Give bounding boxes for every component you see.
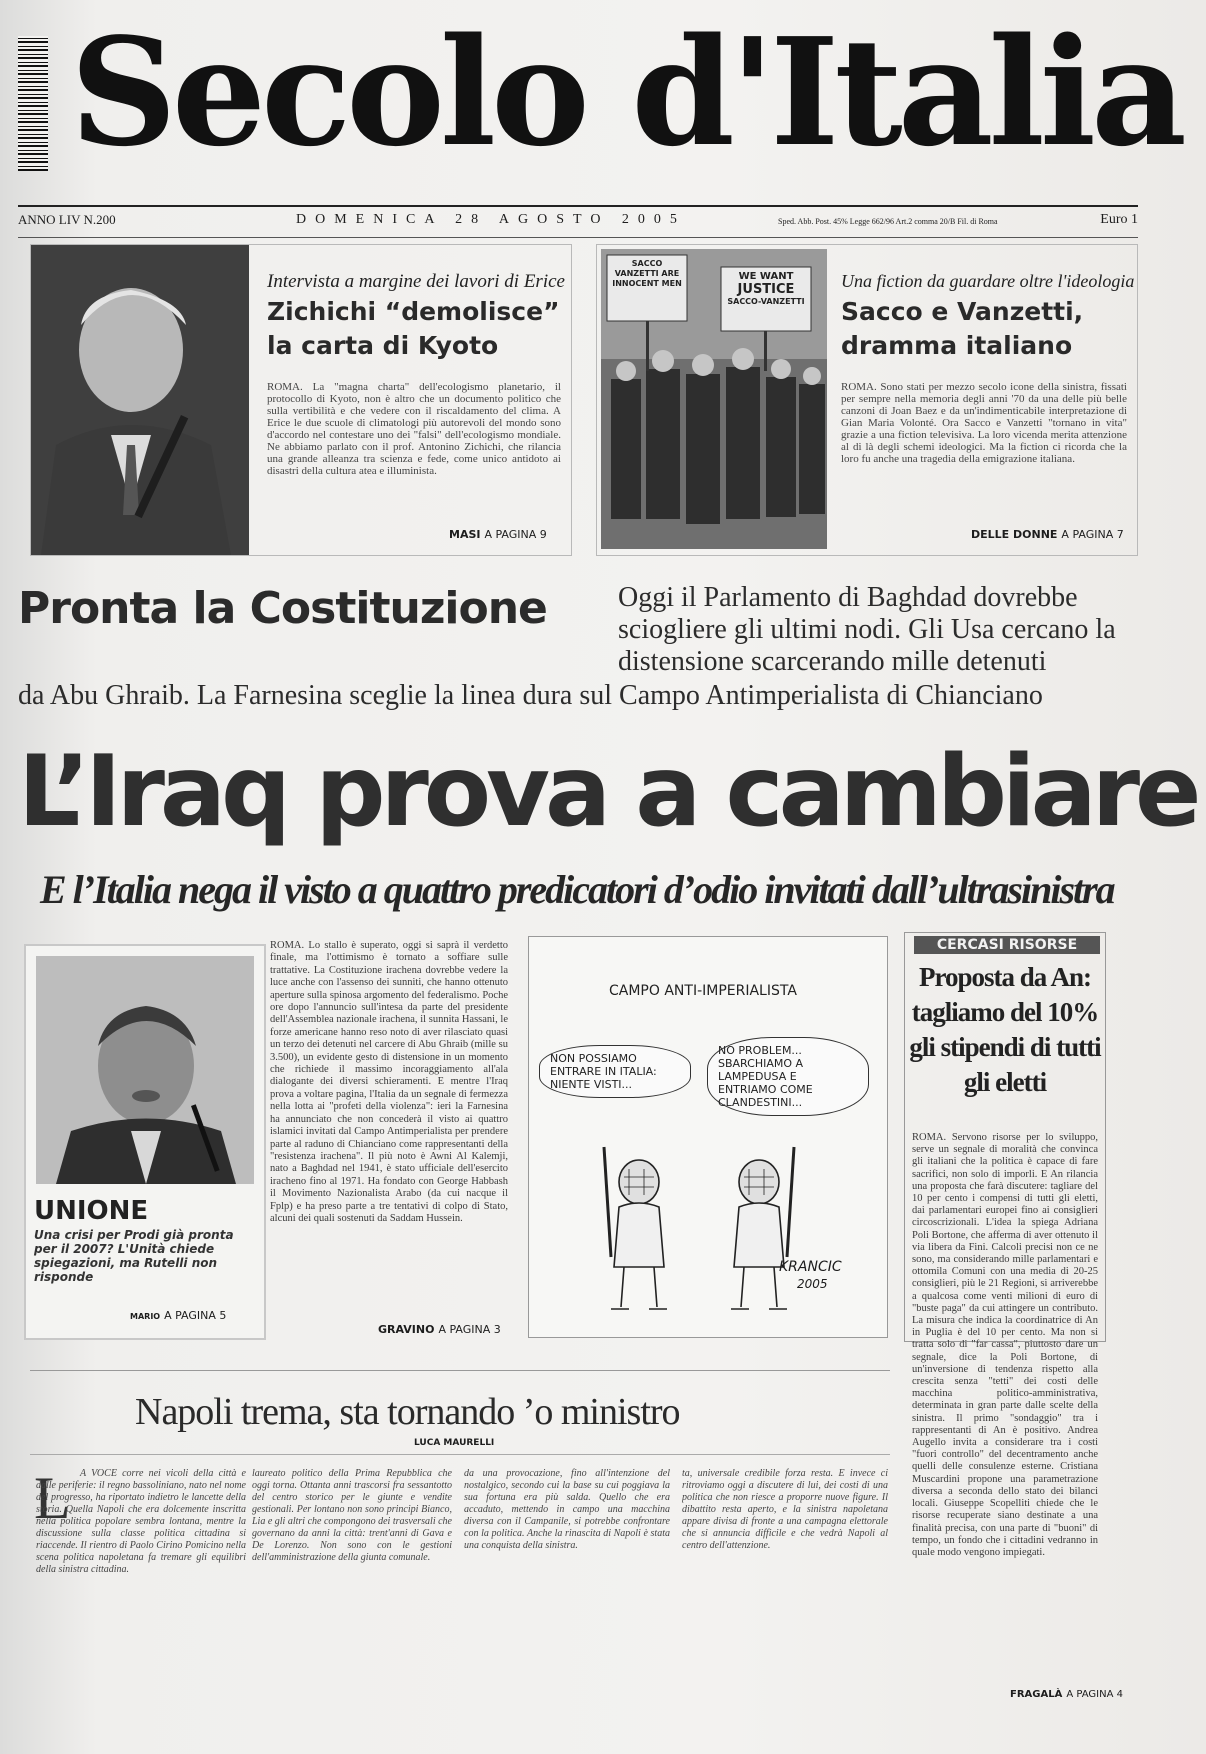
- cartoon-year: 2005: [797, 1277, 828, 1291]
- drop-cap: L: [34, 1465, 71, 1531]
- sacco-vanzetti-photo: [601, 249, 827, 549]
- ref-author: FRAGALÀ: [1010, 1689, 1063, 1700]
- ref-author: MASI: [449, 528, 481, 541]
- byline: LUCA MAURELLI: [414, 1438, 495, 1448]
- page-reference[interactable]: [449, 525, 547, 543]
- price: Euro 1: [1100, 212, 1138, 227]
- cartoon: [528, 936, 888, 1338]
- deck-text: Oggi il Parlamento di Baghdad dovrebbe sciogliere gli ultimi nodi. Gli Usa cercano la distensione scarcerando mille detenuti: [618, 582, 1116, 677]
- section-divider: [30, 1370, 890, 1371]
- kicker: Una fiction da guardare oltre l'ideologia: [841, 271, 1135, 291]
- protest-sign-right: [723, 271, 809, 306]
- speech-bubble-right: NO PROBLEM... SBARCHIAMO A LAMPEDUSA E ENTRIAMO COME CLANDESTINI...: [707, 1037, 869, 1116]
- headline-line-1: Zichichi “demolisce”: [267, 297, 560, 326]
- napoli-column-1: A VOCE corre nei vicoli della città e dalle periferie: il regno bassoliniano, nato nel nome del progresso, ha riportato indietro le lancette della storia. Quella Napoli che era dolcemente inscritta nella politica popolare sembra lontana, mentre la discussione sulla classe politica cittadina si riaccende. Il rientro di Paolo Cirino Pomicino nella scena politica napoletana fa tremare gli equilibri della sinistra cittadina.: [36, 1468, 246, 1575]
- headline-line-1: Sacco e Vanzetti,: [841, 297, 1084, 326]
- unione-title: UNIONE: [34, 1196, 149, 1226]
- rutelli-photo: [36, 956, 254, 1184]
- main-headline: L’Iraq prova a cambiare: [18, 735, 1197, 849]
- main-article-body: ROMA. Lo stallo è superato, oggi si saprà il verdetto finale, ma l'ottimismo è tornato a soffiare sulle trattative. La Costituzione irachena dovrebbe vedere la luce anche con l'assenso dei sunniti, che hanno ottenuto aperture sulla spinosa argomento del federalismo. Poche ore dopo l'annuncio sull'intesa da parte del presidente dell'Assemblea nazionale irachena, il sunnita Hassani, le forze americane hanno reso noto di aver rilasciato quasi un terzo dei detenuti nel carcere di Abu Ghraib (mille su 3.500), un evidente gesto di distensione in un momento che richiede il massimo incoraggiamento all'ala dialogante dei diversi schieramenti. E mentre l'Iraq prova a voltare pagina, l'Italia da un segnale di fermezza nella lotta ai "profeti della violenza": ieri la Farnesina ha annunciato che non concederà il visto ai quattro islamici invitati dal Campo Antimperialista per prendere parte al raduno di Chianciano come rappresentanti della "resistenza irachena". Il più noto è Awni Al Kalemji, nato a Baghdad nel 1941, è stato ufficiale dell'esercito iracheno fino al 1971. Ha fondato con George Habbash il Movimento Nazionalista Arabo (da cui nacque il Fplp) e ha preso parte a tre tentativi di colpo di Stato, alcuni dei quali sostenuti da Saddam Hussein.: [270, 940, 508, 1224]
- postal-notice: Sped. Abb. Post. 45% Legge 662/96 Art.2 comma 20/B Fil. di Roma: [778, 217, 998, 226]
- zichichi-photo: [31, 245, 249, 555]
- sign-line-1: WE WANT: [738, 271, 794, 282]
- byline-rule: [30, 1454, 890, 1455]
- issue-number: ANNO LIV N.200: [18, 212, 116, 227]
- ref-page: A PAGINA 9: [484, 528, 547, 541]
- dateline: [18, 205, 1138, 238]
- headline-line-2: la carta di Kyoto: [267, 331, 499, 360]
- ref-author: GRAVINO: [378, 1323, 435, 1336]
- masthead-title: Secolo d'Italia: [70, 5, 1182, 179]
- ref-page: A PAGINA 3: [438, 1323, 501, 1336]
- issue-date: DOMENICA 28 AGOSTO 2005: [296, 212, 686, 227]
- unione-text: Una crisi per Prodi già pronta per il 2007? L'Unità chiede spiegazioni, ma Rutelli non risponde: [34, 1228, 234, 1284]
- headline-line-2: dramma italiano: [841, 331, 1073, 360]
- portrait-image: [31, 245, 249, 555]
- sidebar-body: ROMA. Servono risorse per lo sviluppo, serve un segnale di moralità che convinca gli italiani che la politica è capace di fare sacrifici, non solo di imporli. E An rilancia una proposta che farà discutere: tagliare del 10 per cento i compensi di tutti gli eletti, dai parlamentari europei fino ai consiglieri circoscrizionali. L'idea la spiega Adriana Poli Bortone, che afferma di aver ottenuto il via libera da Fini. Calcoli precisi non ce ne sono, ma considerando mille parlamentari e ottomila Comuni con una media di 20-25 consiglieri, più le 21 Regioni, si arriverebbe a qualcosa come venti milioni di euro di "buste paga" da cui attingere un contributo. La misura che indica la coordinatrice di An in Puglia è del 10 per cento. Ma non si tratta solo di "far cassa", piuttosto dare un segnale, dice la Poli Bortone, di un'inversione di tendenza rispetto alla crescita senza "tetti" dei costi delle macchina politico-amministrativa, determinata in gran parte dalle scelte della sinistra. Il primo "sondaggio" tra i rappresentanti di An è positivo. Andrea Augello invita a considerare tra i costi "fuori controllo" del decentramento anche quelli delle consulenze esterne. Cristiana Muscardini propone una parametrazione diversa a seconda dello stato dei bilanci locali. Giuseppe Scopelliti chiede che le risorse recuperate siano destinate a una finalità precisa, con una parte di "buoni" di tempo, un fondo che i cittadini vedranno in quale modo vengono impiegati.: [912, 1132, 1098, 1558]
- sign-line-3: SACCO-VANZETTI: [727, 297, 805, 306]
- page-reference[interactable]: [971, 525, 1124, 543]
- deck-text-continued: da Abu Ghraib. La Farnesina sceglie la linea dura sul Campo Antimperialista di Chianciano: [18, 680, 1043, 711]
- napoli-column-4: ta, universale credibile forza resta. E invece ci ritroviamo oggi a discutere di lui, dei costi di una politica che non riesce a proporre nuove figure. Il dibattito resta aperto, e la sinistra napoletana appare divisa di fronte a una campagna elettorale che si annuncia difficile e che vedrà Napoli al centro dell'attenzione.: [682, 1468, 888, 1551]
- unione-reference[interactable]: [130, 1306, 226, 1324]
- ref-page: A PAGINA 5: [164, 1309, 227, 1322]
- article-body: ROMA. Sono stati per mezzo secolo icone della sinistra, fissati per sempre nella memoria degli anni '70 da una delle più belle canzoni di Joan Baez e da un'indimenticabile interpretazione di Gian Maria Volonté. Ora Sacco e Vanzetti "tornano in vita" grazie a una fiction televisiva. La loro vicenda merita attenzione al di là degli schemi ideologici. Ma la fiction ci ricorda che la loro fu anche una tragedia della emigrazione italiana.: [841, 381, 1127, 465]
- sidebar-reference[interactable]: [1010, 1684, 1123, 1702]
- barcode: [18, 36, 48, 171]
- portrait-image: [36, 956, 254, 1184]
- pre-headline: Pronta la Costituzione: [18, 583, 547, 634]
- ref-author: DELLE DONNE: [971, 528, 1058, 541]
- cartoon-signature: KRANCIC: [779, 1259, 842, 1275]
- napoli-column-3: da una provocazione, fino all'intenzione del nostalgico, secondo cui la base su cui poggiava la sua fortuna era più salda. Quello che era accaduto, mettendo in campo una macchina diversa con il Campanile, si potrebbe confrontare con la politica. Anche la rinascita di Napoli è stata una conquista della sinistra.: [464, 1468, 670, 1551]
- story-sacco-vanzetti: [596, 244, 1138, 556]
- protest-sign-left: SACCO VANZETTI ARE INNOCENT MEN: [612, 259, 682, 288]
- ref-author: MARIO: [130, 1312, 161, 1321]
- speech-bubble-left: NON POSSIAMO ENTRARE IN ITALIA: NIENTE VISTI...: [539, 1045, 691, 1098]
- cartoon-title: CAMPO ANTI-IMPERIALISTA: [609, 983, 797, 999]
- ref-page: A PAGINA 4: [1066, 1689, 1123, 1700]
- section-label: CERCASI RISORSE: [914, 936, 1100, 954]
- sign-line-2: JUSTICE: [737, 282, 795, 297]
- main-article-reference[interactable]: [378, 1320, 501, 1338]
- story-zichichi: [30, 244, 572, 556]
- sidebar-headline: Proposta da An: tagliamo del 10% gli stipendi di tutti gli eletti: [909, 962, 1101, 1097]
- main-subheadline: E l’Italia nega il visto a quattro predicatori d’odio invitati dall’ultrasinistra: [40, 867, 1114, 912]
- napoli-column-2: laureato politico della Prima Repubblica che oggi torna. Ottanta anni trascorsi fra sessantotto del centro storico per le giunte e vendite gestionali. Per lontano non sono principi Bianco, Lia e gli altri che compongono dei trasversali che governano da anni la città: trent'anni di Gava e De Lorenzo. Non sono con le gestioni dell'amministrazione della giunta comunale.: [252, 1468, 452, 1563]
- article-body: ROMA. La "magna charta" dell'ecologismo planetario, il protocollo di Kyoto, non è altro che un documento politico che sulla vertibilità e che vedere con il riscaldamento del clima. A Erice le due scuole di climatologi più autorevoli del mondo sono d'accordo nel contestare uno dei "falsi" dell'ecologismo mondiale. Ne abbiamo parlato con il prof. Antonino Zichichi, che rilancia una grande alleanza tra scienza e fede, come unico antidoto ai disastri della cultura atea e illuminista.: [267, 381, 561, 477]
- kicker: Intervista a margine dei lavori di Erice: [267, 271, 565, 292]
- ref-page: A PAGINA 7: [1061, 528, 1124, 541]
- napoli-headline: Napoli trema, sta tornando ’o ministro: [135, 1391, 680, 1433]
